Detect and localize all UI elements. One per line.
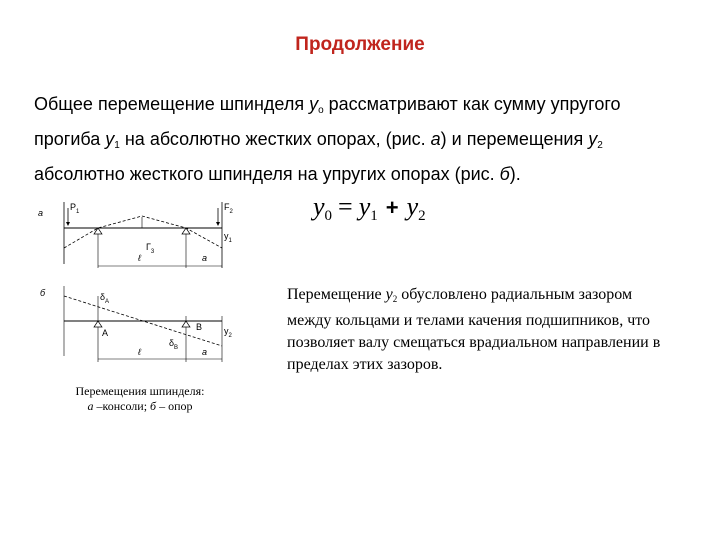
- note-text-1: Перемещение: [287, 286, 386, 303]
- clearance-deltaB-label: [169, 338, 178, 351]
- label-main: Г: [146, 242, 151, 252]
- formula-equals: =: [338, 192, 353, 221]
- label-main: P: [70, 202, 77, 212]
- label-main: δ: [169, 338, 175, 348]
- arrowhead-icon: [216, 222, 220, 226]
- y1-symbol: y: [105, 129, 115, 149]
- intro-text-1: Общее перемещение шпинделя: [34, 94, 310, 114]
- span-length-b: ℓ: [138, 347, 141, 357]
- note-y2-subscript: 2: [392, 294, 398, 304]
- formula-y1-sub: 1: [370, 208, 378, 224]
- displacement-y2-label: [224, 326, 233, 339]
- label-sub: 2: [228, 333, 232, 339]
- intro-text-5: абсолютно жесткого шпинделя на упругих опорах (рис.: [34, 164, 500, 184]
- slide-title: Продолжение: [295, 34, 425, 55]
- support-icon: [94, 321, 102, 327]
- formula-y2: y: [406, 192, 419, 221]
- figure-ref-b: б: [499, 164, 510, 184]
- support-icon: [94, 228, 102, 234]
- y2-symbol: y: [588, 129, 598, 149]
- spindle-displacement-figure: [36, 196, 246, 380]
- support-A-label: A: [102, 328, 109, 338]
- deflection-f3-label: [146, 242, 155, 255]
- overhang-length-a: a: [202, 253, 208, 263]
- support-icon: [182, 228, 190, 234]
- caption-line-1: Перемещения шпинделя:: [75, 384, 205, 398]
- arrowhead-icon: [66, 222, 70, 226]
- y0-subscript: о: [318, 105, 324, 116]
- label-sub: 2: [229, 209, 233, 215]
- sum-formula: [313, 192, 426, 225]
- label-sub: 3: [150, 249, 155, 255]
- y2-subscript: 2: [597, 140, 603, 151]
- caption-text-end: – опор: [156, 399, 193, 413]
- figure-label-a: а: [38, 208, 44, 218]
- clearance-deltaA-label: [100, 292, 109, 305]
- intro-text-6: ).: [509, 164, 521, 184]
- caption-line-2: [40, 399, 240, 414]
- support-B-label: B: [196, 322, 203, 332]
- span-length-a: ℓ: [138, 253, 141, 263]
- caption-ref-b: б: [150, 399, 157, 413]
- note-y2-symbol: y: [385, 286, 393, 303]
- label-sub: A: [105, 299, 110, 305]
- load-F2-label: [224, 202, 234, 215]
- formula-y1: y: [358, 192, 371, 221]
- intro-paragraph: [34, 90, 674, 188]
- label-sub: 1: [76, 209, 80, 215]
- clearance-note: [287, 284, 677, 376]
- figure-label-b: б: [40, 288, 46, 298]
- formula-y2-sub: 2: [418, 208, 426, 224]
- label-main: y: [224, 326, 229, 336]
- deflection-curve-a: [64, 216, 222, 248]
- formula-plus: +: [385, 195, 399, 220]
- intro-text-2: рассматривают как сумму упругого прогиба: [34, 94, 621, 149]
- figure-ref-a: а: [430, 129, 441, 149]
- intro-text-3: на абсолютно жестких опорах, (рис.: [119, 129, 431, 149]
- formula-y0: y: [313, 192, 325, 221]
- label-main: F: [224, 202, 230, 212]
- label-sub: 1: [228, 238, 232, 244]
- y0-symbol: y: [309, 94, 319, 114]
- load-P1-label: [70, 202, 80, 215]
- label-main: y: [224, 231, 229, 241]
- caption-ref-a: а: [87, 399, 94, 413]
- y1-subscript: 1: [114, 140, 120, 151]
- deflection-y1-label: [224, 231, 233, 244]
- label-sub: B: [174, 345, 179, 351]
- intro-text-4: ) и перемещения: [440, 129, 589, 149]
- support-icon: [182, 321, 190, 327]
- label-main: δ: [100, 292, 106, 302]
- caption-text-mid: –консоли;: [93, 399, 151, 413]
- overhang-length-b: a: [202, 347, 208, 357]
- formula-y0-sub: 0: [324, 208, 333, 224]
- note-text-2: обусловлено радиальным зазором между кольцами и телами качения подшипников, что позволяет валу смещаться врадиальном направлении в пределах этих зазоров.: [287, 286, 661, 373]
- figure-caption: [40, 384, 240, 414]
